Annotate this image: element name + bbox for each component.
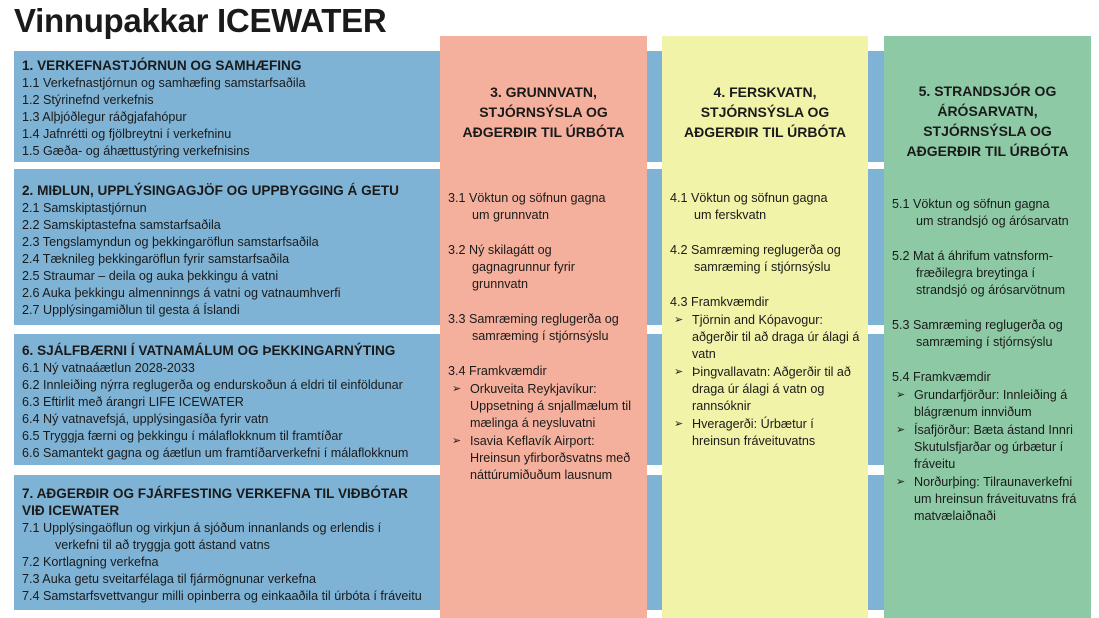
- section-line: um strandsjó og árósarvatn: [916, 214, 1069, 228]
- wp-item: 2.5 Straumar – deila og auka þekkingu á vatni: [22, 269, 279, 283]
- wp-item: 2.7 Upplýsingamiðlun til gesta á Íslandi: [22, 303, 240, 317]
- arrow-icon: ➢: [674, 366, 684, 378]
- title-main: Vinnupakkar: [14, 2, 218, 39]
- column-section: [448, 190, 641, 224]
- column-heading: 3. GRUNNVATN, STJÓRNSÝSLA OG AÐGERÐIR TIL ÚRBÓTA: [462, 84, 625, 140]
- wp-item: 6.6 Samantekt gagna og áætlun um framtíðarverkefni í málaflokknum: [22, 446, 409, 460]
- section-title: 5.1 Vöktun og söfnun gagna: [892, 197, 1050, 211]
- impl-item: [448, 381, 641, 432]
- impl-title: 4.3 Framkvæmdir: [670, 295, 769, 309]
- title-brand: ICEWATER: [217, 2, 387, 39]
- wp-item: 6.2 Innleiðing nýrra reglugerða og endurskoðun á eldri til einföldunar: [22, 378, 403, 392]
- section-title: 3.3 Samræming reglugerða og: [448, 312, 619, 326]
- wp-heading: 1. VERKEFNASTJÓRNUN OG SAMHÆFING: [22, 58, 302, 73]
- wp-heading: 7. AÐGERÐIR OG FJÁRFESTING VERKEFNA TIL VIÐBÓTAR VIÐ ICEWATER: [22, 486, 408, 518]
- impl-item: [448, 433, 641, 484]
- impl-title: 5.4 Framkvæmdir: [892, 370, 991, 384]
- impl-item: [892, 387, 1085, 421]
- section-line: strandsjó og árósarvötnum: [916, 283, 1066, 297]
- column-body: [892, 196, 1085, 525]
- section-line: um ferskvatn: [694, 208, 767, 222]
- section-line: samræming í stjórnsýslu: [694, 260, 831, 274]
- wp-6: [22, 342, 442, 462]
- wp-item: 7.2 Kortlagning verkefna: [22, 555, 159, 569]
- section-line: grunnvatn: [472, 277, 529, 291]
- wp-1: [22, 57, 442, 160]
- wp-item: 6.1 Ný vatnaáætlun 2028-2033: [22, 361, 195, 375]
- column-section: [892, 317, 1085, 351]
- impl-item-text: Grundarfjörður: Innleiðing á blágrænum innviðum: [914, 388, 1068, 419]
- column-section: [892, 196, 1085, 230]
- column-freshwater: [662, 36, 868, 618]
- arrow-icon: ➢: [896, 389, 906, 401]
- section-line: samræming í stjórnsýslu: [472, 329, 609, 343]
- arrow-icon: ➢: [896, 476, 906, 488]
- section-title: 3.1 Vöktun og söfnun gagna: [448, 191, 606, 205]
- column-heading: 5. STRANDSJÓR OG ÁRÓSARVATN, STJÓRNSÝSLA OG AÐGERÐIR TIL ÚRBÓTA: [906, 83, 1069, 159]
- column-coastal: [884, 36, 1091, 618]
- impl-item-text: Tjörnin and Kópavogur: aðgerðir til að draga úr álagi á vatn: [692, 313, 860, 361]
- impl-item-text: Hveragerði: Úrbætur í hreinsun fráveituvatns: [692, 417, 816, 448]
- impl-title: 3.4 Framkvæmdir: [448, 364, 547, 378]
- wp-item: 1.4 Jafnrétti og fjölbreytni í verkefninu: [22, 127, 232, 141]
- section-line: samræming í stjórnsýslu: [916, 335, 1053, 349]
- section-line: gagnagrunnur fyrir: [472, 260, 575, 274]
- column-section: [448, 242, 641, 293]
- impl-item-text: Norðurþing: Tilraunaverkefni um hreinsun fráveituvatns frá matvælaiðnaði: [914, 475, 1077, 523]
- arrow-icon: ➢: [896, 424, 906, 436]
- column-groundwater: [440, 36, 647, 618]
- wp-item: 1.3 Alþjóðlegur ráðgjafahópur: [22, 110, 187, 124]
- wp-item: 6.5 Tryggja færni og þekkingu í málaflokknum til framtíðar: [22, 429, 343, 443]
- impl-item: [670, 364, 862, 415]
- wp-item: 7.4 Samstarfsvettvangur milli opinberra og einkaaðila til úrbóta í fráveitu: [22, 589, 422, 603]
- impl-item-text: Ísafjörður: Bæta ástand Innri Skutulsfjarðar og úrbætur í fráveitu: [914, 423, 1073, 471]
- column-section: [892, 248, 1085, 299]
- impl-item-text: Orkuveita Reykjavíkur: Uppsetning á snjallmælum til mælinga á neysluvatni: [470, 382, 631, 430]
- impl-item: [670, 312, 862, 363]
- section-title: 5.3 Samræming reglugerða og: [892, 318, 1063, 332]
- column-section: [448, 311, 641, 345]
- section-line: fræðilegra breytinga í: [916, 266, 1036, 280]
- wp-item: 1.1 Verkefnastjórnun og samhæfing samstarfsaðila: [22, 76, 306, 90]
- column-heading: 4. FERSKVATN, STJÓRNSÝSLA OG AÐGERÐIR TIL ÚRBÓTA: [683, 84, 847, 140]
- wp-item: 2.3 Tengslamyndun og þekkingaröflun samstarfsaðila: [22, 235, 319, 249]
- arrow-icon: ➢: [674, 418, 684, 430]
- wp-2: [22, 182, 442, 319]
- wp-item: 7.3 Auka getu sveitarfélaga til fjármögnunar verkefna: [22, 572, 317, 586]
- section-title: 5.2 Mat á áhrifum vatnsform-: [892, 249, 1053, 263]
- wp-item: 1.5 Gæða- og áhættustýring verkefnisins: [22, 144, 250, 158]
- arrow-icon: ➢: [674, 314, 684, 326]
- wp-item: 7.1 Upplýsingaöflun og virkjun á sjóðum innanlands og erlendis í: [22, 521, 382, 535]
- impl-item: [892, 474, 1085, 525]
- section-title: 4.2 Samræming reglugerða og: [670, 243, 841, 257]
- wp-heading: 2. MIÐLUN, UPPLÝSINGAGJÖF OG UPPBYGGING Á GETU: [22, 183, 399, 198]
- wp-item-continuation: verkefni til að tryggja gott ástand vatns: [55, 538, 270, 552]
- wp-item: 2.1 Samskiptastjórnun: [22, 201, 147, 215]
- wp-item: 2.4 Tæknileg þekkingaröflun fyrir samstarfsaðila: [22, 252, 290, 266]
- arrow-icon: ➢: [452, 383, 462, 395]
- wp-item: 2.2 Samskiptastefna samstarfsaðila: [22, 218, 221, 232]
- page-title: [14, 2, 386, 40]
- wp-heading: 6. SJÁLFBÆRNI Í VATNAMÁLUM OG ÞEKKINGARNÝTING: [22, 343, 396, 358]
- column-section: [670, 190, 862, 224]
- arrow-icon: ➢: [452, 435, 462, 447]
- wp-item: 6.3 Eftirlit með árangri LIFE ICEWATER: [22, 395, 244, 409]
- impl-item-text: Þingvallavatn: Aðgerðir til að draga úr álagi á vatn og rannsóknir: [692, 365, 851, 413]
- wp-item: 1.2 Stýrinefnd verkefnis: [22, 93, 154, 107]
- impl-item: [892, 422, 1085, 473]
- impl-item-text: Isavia Keflavík Airport: Hreinsun yfirborðsvatns með náttúrumiðuðum lausnum: [470, 434, 631, 482]
- wp-7: [22, 485, 430, 605]
- wp-item: 2.6 Auka þekkingu almenninngs á vatni og vatnaumhverfi: [22, 286, 341, 300]
- section-title: 3.2 Ný skilagátt og: [448, 243, 552, 257]
- column-body: [670, 190, 862, 450]
- column-section: [670, 242, 862, 276]
- section-line: um grunnvatn: [472, 208, 550, 222]
- wp-item: 6.4 Ný vatnavefsjá, upplýsingasíða fyrir vatn: [22, 412, 269, 426]
- column-body: [448, 190, 641, 484]
- section-title: 4.1 Vöktun og söfnun gagna: [670, 191, 828, 205]
- impl-item: [670, 416, 862, 450]
